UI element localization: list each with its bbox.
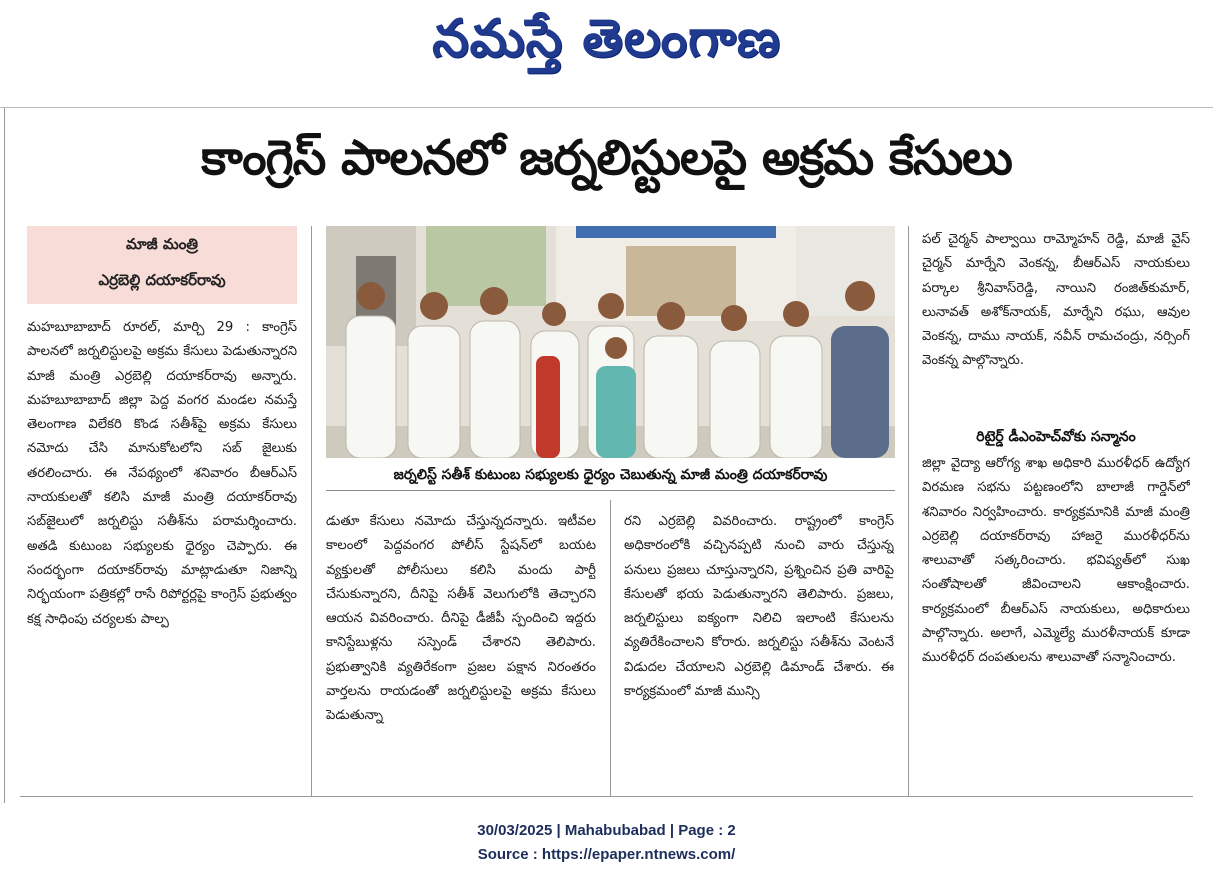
column-1	[27, 316, 297, 802]
footer-date-edition: 30/03/2025 | Mahabubabad | Page : 2	[477, 822, 736, 839]
byline-title: మాజీ మంత్రి	[125, 235, 199, 253]
column-2-text: డుతూ కేసులు నమోదు చేస్తున్నదన్నారు. ఇటీవల కాలంలో పెద్దవంగర పోలీస్ స్టేషన్‌లో బయట వ్యక్తులతో పోలీసులు కలిసి మందు పార్టీ చేసుకున్నారని, దీనిపై సతీశ్ వెలుగులోకి తెచ్చారని ఆయన వివరించారు. దీనిపై డీజీపీ స్పందించి ఇద్దరు కానిస్టేబుళ్లను సస్పెండ్ చేశారని తెలిపారు. ప్రభుత్వానికి వ్యతిరేకంగా ప్రజల పక్షాన నిరంతరం వార్తలను రాయడంతో జర్నలిస్టులపై అక్రమ కేసులు పెడుతున్నా	[326, 514, 596, 724]
byline-box	[27, 226, 297, 304]
masthead	[0, 4, 1213, 74]
photo-caption: జర్నలిస్ట్ సతీశ్ కుటుంబ సభ్యులకు ధైర్యం చెబుతున్న మాజీ మంత్రి దయాకర్‌రావు	[326, 460, 895, 491]
column-divider-1	[311, 226, 312, 796]
column-4-bottom-text: జిల్లా వైద్యా ఆరోగ్య శాఖ అధికారి మురళీధర్ ఉద్యోగ విరమణ సభను పట్టణంలోని బాలాజీ గార్డెన్‌లో శనివారం నిర్వహించారు. కార్యక్రమానికి మాజీ మంత్రి ఎర్రబెల్లి దయాకర్‌రావు హాజరై మురళీధర్‌ను శాలువాతో సత్కరించారు. భవిష్యత్‌లో సుఖ సంతోషాలతో జీవించాలని ఆకాంక్షించారు. కార్యక్రమంలో బీఆర్‌ఎస్ నాయకులు, అధికారులు పాల్గొన్నారు. అలాగే, ఎమ్మెల్యే మురళీనాయక్ కూడా మురళీధర్ దంపతులను శాలువాతో సన్మానించారు.	[922, 456, 1190, 666]
column-1-text: మహబూబాబాద్ రూరల్, మార్చి 29 : కాంగ్రెస్ పాలనలో జర్నలిస్టులపై అక్రమ కేసులు పెడుతున్నారని మాజీ మంత్రి ఎర్రబెల్లి దయాకర్‌రావు అన్నారు. మహబూబాబాద్ జిల్లా పెద్ద వంగర మండల నమస్తే తెలంగాణ విలేకరి కొండ సతీశ్‌పై అక్రమ కేసులు నమోదు చేసి మానుకోటలోని సబ్ జైలుకు తరలించారు. ఈ నేపథ్యంలో శనివారం బీఆర్‌ఎస్ నాయకులతో కలిసి మాజీ మంత్రి దయాకర్‌రావు సబ్‌జైలులో జర్నలిస్టు సతీశ్‌ను పరామర్శించారు. అతడి కుటుంబ సభ్యులకు ధైర్యం చెప్పారు. ఈ సందర్భంగా దయాకర్‌రావు మాట్లాడుతూ నిజాన్ని నిర్భయంగా పత్రికల్లో రాసే రిపోర్టర్లపై కాంగ్రెస్ ప్రభుత్వం కక్ష సాధింపు చర్యలకు పాల్ప	[27, 320, 297, 627]
column-divider-3	[908, 226, 909, 796]
headline: కాంగ్రెస్ పాలనలో జర్నలిస్టులపై అక్రమ కేసులు	[201, 130, 1012, 186]
byline-name: ఎర్రబెల్లి దయాకర్‌రావు	[98, 271, 226, 289]
masthead-divider	[0, 107, 1213, 108]
column-4-top	[922, 228, 1190, 422]
newspaper-logo: నమస్తే తెలంగాణ	[432, 8, 781, 69]
news-photo	[326, 226, 895, 458]
photo-illustration	[326, 226, 895, 458]
column-3	[624, 510, 894, 800]
column-4-bottom	[922, 452, 1190, 800]
column-4-top-text: పల్ చైర్మన్ పాల్వాయి రామ్మోహన్ రెడ్డి, మాజీ వైస్ చైర్మన్ మార్నేని వెంకన్న, బీఆర్‌ఎస్ నాయకులు పర్కాల శ్రీనివాస్‌రెడ్డి, నాయిని రంజిత్‌కుమార్, లునావత్ అశోక్‌నాయక్, మార్నేని రఘు, ఆవుల వెంకన్న, దాము నాయక్, నవీన్ రామచంద్రు, నర్సింగ్ వెంకన్న పాల్గొన్నారు.	[922, 232, 1190, 369]
footer-source: Source : https://epaper.ntnews.com/	[477, 846, 736, 863]
left-border-rule	[4, 108, 5, 803]
column-2	[326, 510, 596, 800]
column-divider-2	[610, 500, 611, 796]
column-4-subheading: రిటైర్డ్ డీఎంహెచ్‌వోకు సన్మానం	[976, 429, 1136, 445]
column-3-text: రని ఎర్రబెల్లి వివరించారు. రాష్ట్రంలో కాంగ్రెస్ అధికారంలోకి వచ్చినప్పటి నుంచి వారు చేస్తున్న పనులు ప్రజలు చూస్తున్నారని, ప్రశ్నించిన ప్రతి వారిపై కేసులతో భయ పెడుతున్నారని తెలిపారు. ప్రజలు, జర్నలిస్టులు ఐక్యంగా నిలిచి ఇలాంటి కేసులను వ్యతిరేకించాలని కోరారు. జర్నలిస్టు సతీశ్‌ను వెంటనే విడుదల చేయాలని ఎర్రబెల్లి డిమాండ్ చేశారు. ఈ కార్యక్రమంలో మాజీ మున్సి	[624, 514, 894, 700]
bottom-rule	[20, 796, 1193, 797]
